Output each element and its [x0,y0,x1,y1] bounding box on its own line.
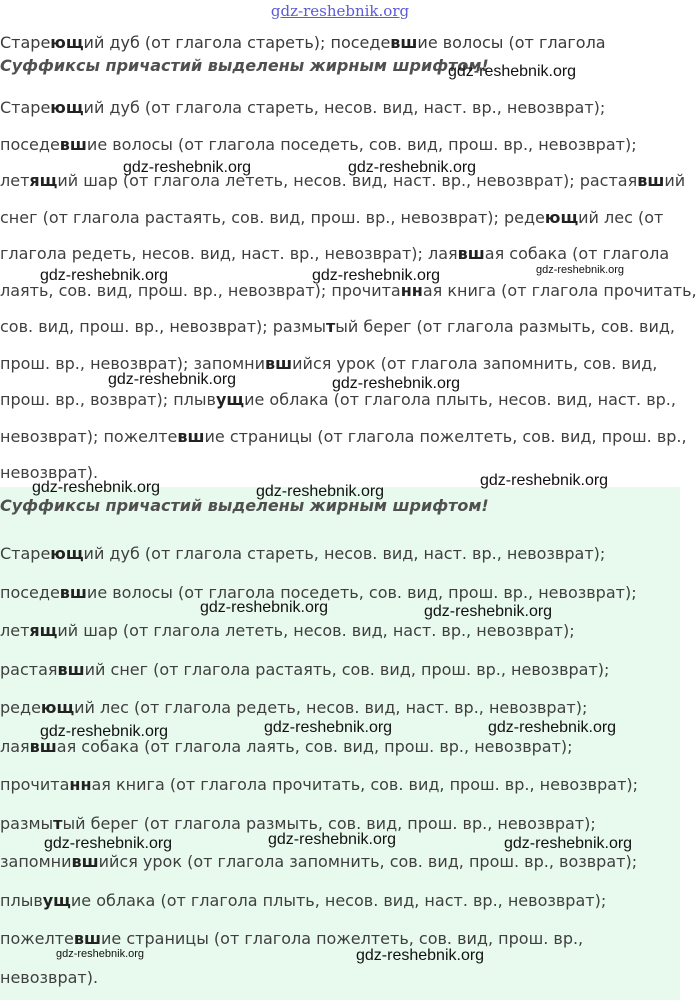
list-item: пожелтевшие страницы (от глагола пожелтеть, сов. вид, прош. вр., [0,929,584,948]
list-item: запомнившийся урок (от глагола запомнить, сов. вид, прош. вр., возврат); [0,852,638,871]
watermark: gdz-reshebnik.org [480,472,609,489]
watermark: gdz-reshebnik.org [264,719,393,736]
watermark: gdz-reshebnik.org [256,483,385,500]
watermark: gdz-reshebnik.org [332,375,461,392]
paragraph-line: прош. вр., возврат); плывущие облака (от глагола плыть, несов. вид, наст. вр., [0,390,676,409]
site-link[interactable]: gdz-reshebnik.org [270,2,410,20]
watermark: gdz-reshebnik.org [312,267,441,284]
list-item: размытый берег (от глагола размыть, сов. вид, прош. вр., невозврат); [0,813,596,833]
watermark: gdz-reshebnik.org [448,63,577,80]
answer-heading: Суффиксы причастий выделены жирным шрифтом! [0,56,489,75]
paragraph-line: лаять, сов. вид, прош. вр., невозврат); прочитанная книга (от глагола прочитать, [0,280,697,300]
answer-heading: Суффиксы причастий выделены жирным шрифтом! [0,496,489,515]
watermark: gdz-reshebnik.org [200,599,329,616]
watermark: gdz-reshebnik.org [56,948,145,960]
watermark: gdz-reshebnik.org [123,159,252,176]
answer-list [0,535,680,997]
paragraph-line: глагола редеть, несов. вид, наст. вр., невозврат); лаявшая собака (от глагола [0,244,670,263]
list-item: растаявший снег (от глагола растаять, сов. вид, прош. вр., невозврат); [0,659,610,679]
watermark: gdz-reshebnik.org [268,831,397,848]
watermark: gdz-reshebnik.org [536,264,625,276]
paragraph-line: Стареющий дуб (от глагола стареть, несов. вид, наст. вр., невозврат); [0,98,606,117]
watermark: gdz-reshebnik.org [32,479,161,496]
list-item: прочитанная книга (от глагола прочитать, сов. вид, прош. вр., невозврат); [0,775,639,794]
answer-block-list [0,487,680,1000]
list-item: невозврат). [0,967,99,987]
list-item: редеющий лес (от глагола редеть, несов. вид, наст. вр., невозврат); [0,698,588,717]
watermark: gdz-reshebnik.org [504,835,633,852]
watermark: gdz-reshebnik.org [44,835,173,852]
watermark: gdz-reshebnik.org [424,603,553,620]
paragraph-line: невозврат). [0,463,99,482]
watermark: gdz-reshebnik.org [40,267,169,284]
list-item: летящий шар (от глагола лететь, несов. вид, наст. вр., невозврат); [0,621,575,640]
paragraph-line: поседевшие волосы (от глагола поседеть, сов. вид, прош. вр., невозврат); [0,134,637,154]
list-item: поседевшие волосы (от глагола поседеть, сов. вид, прош. вр., невозврат); [0,582,637,602]
answer-paragraph [0,90,697,492]
list-item: Стареющий дуб (от глагола стареть, несов. вид, наст. вр., невозврат); [0,544,606,563]
watermark: gdz-reshebnik.org [356,947,485,964]
watermark: gdz-reshebnik.org [40,723,169,740]
paragraph-line: невозврат); пожелтевшие страницы (от глагола пожелтеть, сов. вид, прош. вр., [0,426,687,446]
paragraph-line: летящий шар (от глагола лететь, несов. вид, наст. вр., невозврат); растаявший [0,171,686,190]
watermark: gdz-reshebnik.org [108,371,237,388]
watermark: gdz-reshebnik.org [488,719,617,736]
list-item: плывущие облака (от глагола плыть, несов. вид, наст. вр., невозврат); [0,890,607,910]
list-item: лаявшая собака (от глагола лаять, сов. вид, прош. вр., невозврат); [0,736,573,756]
cut-off-text-line: Стареющий дуб (от глагола стареть); поседевшие волосы (от глагола [0,33,606,52]
paragraph-line: снег (от глагола растаять, сов. вид, прош. вр., невозврат); редеющий лес (от [0,207,664,227]
watermark: gdz-reshebnik.org [348,159,477,176]
paragraph-line: прош. вр., невозврат); запомнившийся урок (от глагола запомнить, сов. вид, [0,353,658,373]
paragraph-line: сов. вид, прош. вр., невозврат); размытый берег (от глагола размыть, сов. вид, [0,317,675,336]
